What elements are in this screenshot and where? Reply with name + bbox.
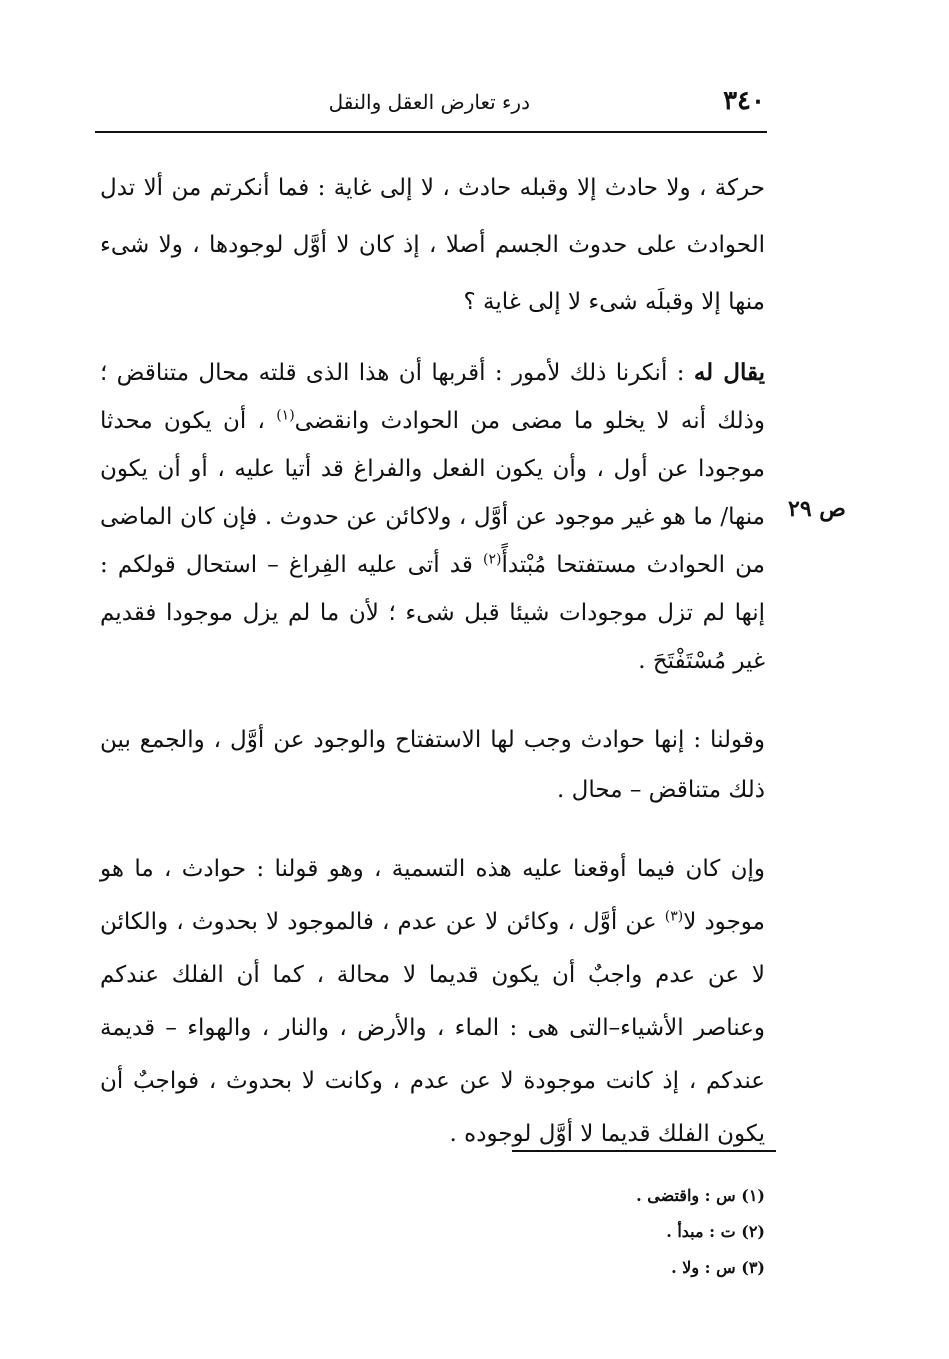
footnote-1: (١) س : واقتضى . (636, 1186, 765, 1205)
footnotes (400, 1184, 765, 1292)
footnote-ref-2[interactable]: (٢) (482, 551, 502, 568)
main-text (100, 160, 765, 1161)
paragraph-2-text-a: : أنكرنا ذلك لأمور : أقربها أن هذا الذى قلته محال متناقض ؛ وذلك أنه لا يخلو ما مضى من الحوادث وانقضى (100, 360, 765, 434)
footnote-separator (512, 1150, 776, 1152)
paragraph-4-text-b: عن أوَّل ، وكائن لا عن عدم ، فالموجود لا بحدوث ، والكائن لا عن عدم واجبٌ أن يكون قديما لا محالة ، كما أن الفلك عندكم وعناصر الأشياء–التى هى : الماء ، والأرض ، والنار ، والهواء – قديمة عندكم ، إذ كانت موجودة لا عن عدم ، وكانت لا بحدوث ، فواجبٌ أن يكون الفلك قديما لا أوَّل لوجوده . (100, 909, 765, 1147)
paragraph-lead: يقال له (693, 359, 765, 386)
paragraph-1: حركة ، ولا حادث إلا وقبله حادث ، لا إلى غاية : فما أنكرتم من ألا تدل الحوادث على حدوث الجسم أصلا ، إذ كان لا أوَّل لوجودها ، ولا شىء منها إلا وقبلَه شىء لا إلى غاية ؟ (100, 175, 765, 315)
paragraph-4-text-a: وإن كان فيما أوقعنا عليه هذه التسمية ، وهو قولنا : حوادث ، ما هو موجود لا (100, 856, 765, 935)
header-rule (95, 131, 767, 133)
page-number: ٣٤٠ (723, 86, 765, 116)
page-header (95, 86, 765, 126)
margin-page-reference: ص ٢٩ (788, 496, 846, 522)
paragraph-2 (100, 349, 765, 685)
paragraph-2-text-c: قد أتى عليه الفِراغ – استحال قولكم : إنها لم تزل موجودات شيئا قبل شىء ؛ لأن ما لم يزل موجودا فقديم غير مُسْتَفْتَحَ . (100, 552, 765, 674)
footnote-2: (٢) ت : مبدأ . (666, 1222, 765, 1241)
footnote-3: (٣) س : ولا . (671, 1258, 765, 1277)
paragraph-3: وقولنا : إنها حوادث وجب لها الاستفتاح والوجود عن أوَّل ، والجمع بين ذلك متناقض – محال . (100, 727, 765, 803)
paragraph-2-text-b: ، أن يكون محدثا موجودا عن أول ، وأن يكون الفعل والفراغ قد أتيا عليه ، أو أن يكون منها/ ما هو غير موجود عن أوَّل ، ولاكائن عن حدوث . فإن كان الماضى من الحوادث مستفتحا مُبْتدأً (100, 408, 765, 578)
paragraph-4 (100, 843, 765, 1161)
running-title: درء تعارض العقل والنقل (328, 90, 530, 114)
footnote-ref-1[interactable]: (١) (276, 407, 295, 424)
footnote-ref-3[interactable]: (٣) (664, 908, 684, 925)
